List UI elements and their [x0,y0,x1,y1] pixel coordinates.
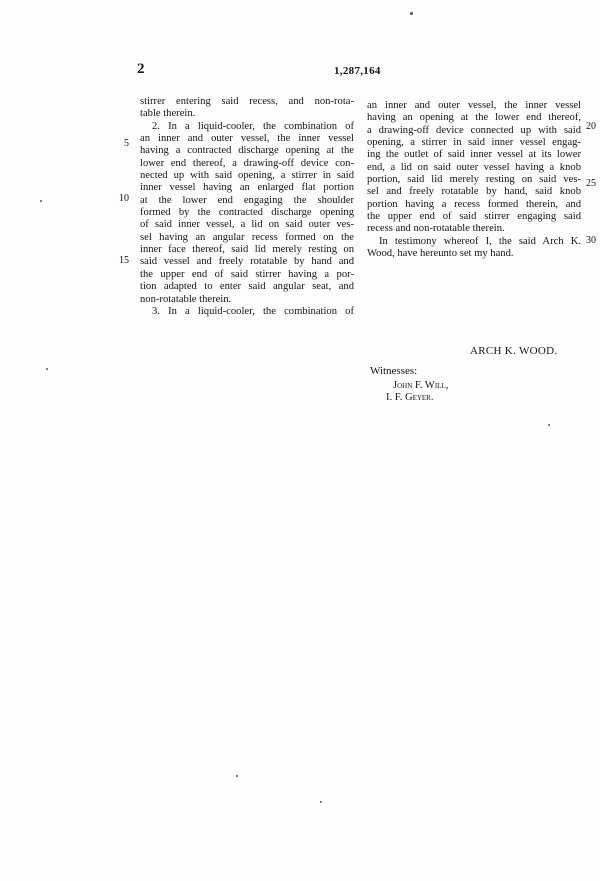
text-line: said vessel and freely rotatable by hand and [140,256,354,268]
page-number: 2 [137,61,145,77]
text-line: end, a lid on said outer vessel having a knob [367,161,581,173]
scan-speck [40,200,42,202]
text-line: portion, said lid merely resting on said ves- [367,174,581,186]
text-line: non-rotatable therein. [140,293,232,305]
line-number: 30 [586,235,596,246]
text-line: inner vessel having an enlarged flat portion [140,182,354,194]
text-line: tion adapted to enter said angular seat, and [140,281,354,293]
text-line: opening, a stirrer in said inner vessel engag- [367,137,581,149]
left-text-column [140,96,354,318]
patent-number: 1,287,164 [334,65,381,77]
line-number: 20 [586,121,596,132]
text-line: having a contracted discharge opening at the [140,145,354,157]
inventor-signature: ARCH K. WOOD. [470,345,558,357]
text-line: nected up with said opening, a stirrer in said [140,170,354,182]
text-line: an inner and outer vessel, the inner vessel [367,100,581,111]
line-number: 5 [124,138,129,149]
text-line: an inner and outer vessel, the inner vessel [140,133,354,145]
scan-speck [320,801,322,803]
text-line: sel having an angular recess formed on the [140,231,354,243]
line-number: 10 [119,193,129,204]
text-line: 3. In a liquid-cooler, the combination of [152,305,354,317]
scan-speck [410,12,413,15]
witnesses-label: Witnesses: [370,365,418,377]
scan-speck [46,368,48,370]
text-line: 2. In a liquid-cooler, the combination of [152,120,354,132]
text-line: Wood, have hereunto set my hand. [367,248,514,260]
right-text-column [367,100,581,260]
text-line: ing the outlet of said inner vessel at its lower [367,149,581,161]
text-line: the upper end of said stirrer engaging said [367,211,581,223]
scan-speck [236,775,238,777]
text-line: the upper end of said stirrer having a por- [140,268,354,280]
text-line: sel and freely rotatable by hand, said knob [367,186,581,198]
text-line: inner face thereof, said lid merely resting on [140,244,354,256]
text-line: lower end thereof, a drawing-off device con- [140,157,354,169]
text-line: formed by the contracted discharge opening [140,207,354,219]
text-line: having an opening at the lower end thereof, [367,112,581,124]
text-line: In testimony whereof I, the said Arch K. [379,235,581,247]
witness-name: John F. Will, [393,380,449,391]
text-line: recess and non-rotatable therein. [367,223,505,235]
text-line: a drawing-off device connected up with said [367,124,581,136]
text-line: of said inner vessel, a lid on said outer ves- [140,219,354,231]
line-number: 15 [119,255,129,266]
scan-speck [548,424,550,426]
line-number: 25 [586,178,596,189]
text-line: portion having a recess formed therein, and [367,198,581,210]
text-line: stirrer entering said recess, and non-rota- [140,96,354,107]
text-line: table therein. [140,108,196,120]
witness-name: I. F. Geyer. [386,392,434,403]
text-line: at the lower end engaging the shoulder [140,194,354,206]
